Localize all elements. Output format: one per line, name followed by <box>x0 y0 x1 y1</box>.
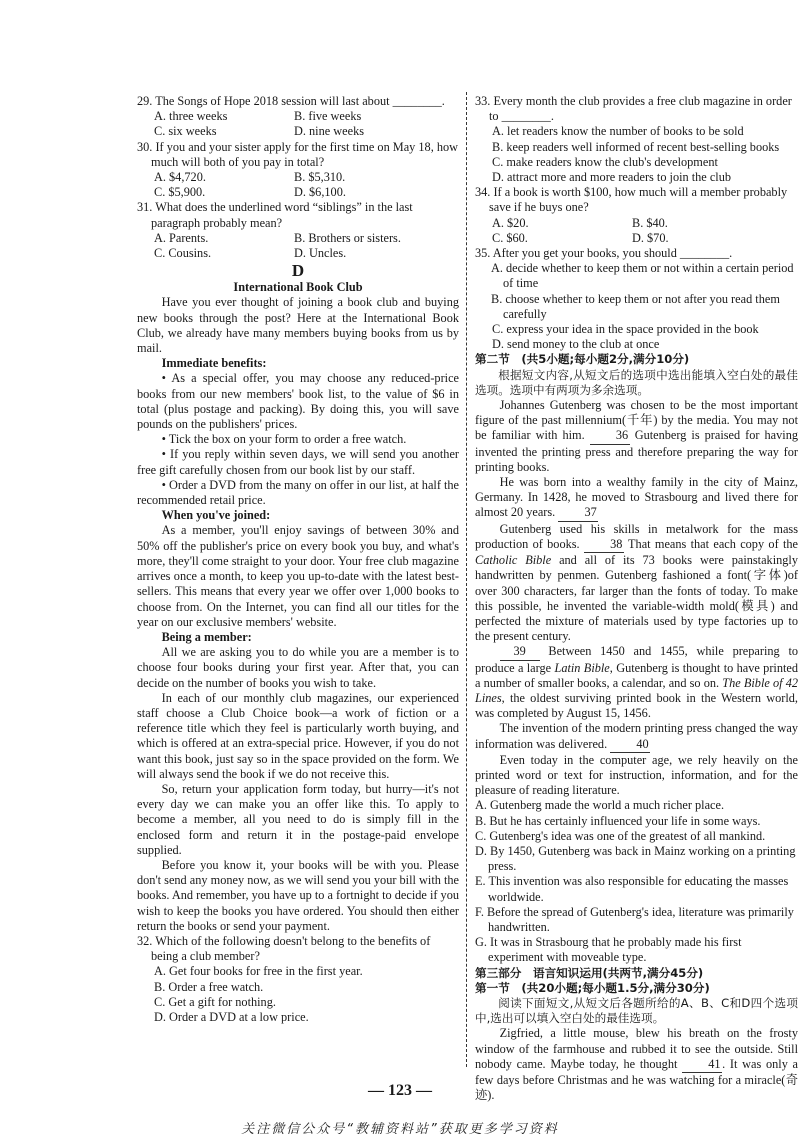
question-stem: 32. Which of the following doesn't belong to the benefits of being a club member? <box>137 933 431 964</box>
section-1-heading: 第一节 (共20小题;每小题1.5分,满分30分) <box>475 980 710 995</box>
subheading-when-joined: When you've joined: <box>161 508 271 523</box>
option-a: A. $20. <box>492 215 529 230</box>
option-d: D. attract more and more readers to join the club <box>492 170 732 185</box>
member-paragraph: In each of our monthly club magazines, our experienced staff choose a Club Choice book—a work of fiction or a reference title which they feel is particularly worth buying, and which is offered at an extra-special price. However, if you do not want this book, just say so in the space provided on the form. We will always send the book if we do not receive this. <box>137 690 459 781</box>
question-33 <box>475 94 798 185</box>
cloze-paragraph: Gutenberg used his skills in metalwork for the mass production of books. 38 That means that each copy of the Catholic Bible and all of its 73 books were painstakingly handwritten by penmen. Gutenberg fashioned a font(字体)of over 300 characters, far larger than the fonts of today. To make this possible, he invented the variable-width mold(模具) and perfected the mixture of materials used by type factories up to the present century. <box>475 521 799 644</box>
option-c: C. Get a gift for nothing. <box>154 994 276 1009</box>
subheading-immediate-benefits: Immediate benefits: <box>161 356 267 371</box>
option-a: A. three weeks <box>154 109 228 124</box>
option-a: A. $4,720. <box>154 170 206 185</box>
option-c: C. Cousins. <box>154 246 212 261</box>
page-number: — 123 — <box>368 1082 432 1099</box>
choice-a: A. Gutenberg made the world a much richer place. <box>475 798 725 813</box>
member-paragraph: All we are asking you to do while you are a member is to choose four books during your first year. After that, you can decide on the number of books you wish to take. <box>137 645 459 690</box>
question-35 <box>475 246 798 352</box>
option-c: C. six weeks <box>154 124 217 139</box>
member-paragraph: So, return your application form today, but hurry—it's not every day we can make you an offer like this. To apply to become a member, all you need to do is simply fill in the enclosed form and return it in the postage-paid envelope supplied. <box>137 781 459 857</box>
option-d: D. Order a DVD at a low price. <box>154 1009 309 1024</box>
blank-39: 39 <box>500 644 540 660</box>
passage-title: International Book Club <box>233 280 363 295</box>
joined-paragraph: As a member, you'll enjoy savings of between 30% and 50% off the publisher's price on every book you buy, and what's more, they'll come straight to your door. Your free club magazine arrives once a month, to keep you up-to-date with the latest best-sellers. This means that every year we offer over 1,000 books to choose from. On the Internet, you can find all our titles for the year on our exclusive members' website. <box>137 523 459 629</box>
question-stem: 34. If a book is worth $100, how much will a member probably save if he buys one? <box>475 185 788 215</box>
choice-e: E. This invention was also responsible for educating the masses worldwide. <box>475 874 789 904</box>
subheading-being-member: Being a member: <box>161 629 252 644</box>
blank-36: 36 <box>590 428 630 444</box>
choice-g: G. It was in Strasbourg that he probably made his first experiment with moveable type. <box>475 935 742 965</box>
option-a: A. Get four books for free in the first year. <box>154 964 363 979</box>
cloze-paragraph: The invention of the modern printing press changed the way information was delivered. 40 <box>475 721 798 752</box>
cloze-paragraph: He was born into a wealthy family in the city of Mainz, Germany. In 1428, he moved to Strasbourg and lived there for almost 20 years. 37 <box>475 475 798 522</box>
option-d: D. $6,100. <box>294 185 346 200</box>
question-31 <box>137 200 459 261</box>
question-29 <box>137 94 459 140</box>
option-d: D. Uncles. <box>294 246 347 261</box>
question-34 <box>475 185 798 246</box>
part-3-heading: 第三部分 语言知识运用(共两节,满分45分) <box>475 965 704 980</box>
cloze-paragraph: Johannes Gutenberg was chosen to be the most important figure of the past millennium(千年) by the media. You may not be familiar with him. 36 Gutenberg is praised for having invented the printing press and therefore preparing the way for printing books. <box>475 398 798 474</box>
benefit-item: • Order a DVD from the many on offer in our list, at half the recommended retail price. <box>137 477 460 508</box>
section-1-instructions: 阅读下面短文,从短文后各题所给的A、B、C和D四个选项中,选出可以填入空白处的最佳选项。 <box>475 995 798 1026</box>
blank-38: 38 <box>584 537 624 553</box>
left-column <box>137 94 459 1025</box>
option-b: B. choose whether to keep them or not after you read them carefully <box>491 291 780 321</box>
member-paragraph: Before you know it, your books will be with you. Please don't send any money now, as we will send you your bill with the books. And remember, you have up to a fortnight to decide if you wish to keep the books you have ordered. You should then either return the books or send your payment. <box>137 857 459 933</box>
option-c: C. $60. <box>492 230 528 245</box>
option-c: C. express your idea in the space provided in the book <box>492 322 759 337</box>
benefit-item: • As a special offer, you may choose any reduced-price books from our new members' book list, to the value of $6 in total (plus postage and packing). By doing this, you will save pounds on the publishers' prices. <box>137 371 459 432</box>
cloze-paragraph: 39 Between 1450 and 1455, while preparing to produce a large Latin Bible, Gutenberg is thought to have printed a number of smaller books, a calendar, and so on. The Bible of 42 Lines, the oldest surviving printed book in the Western world, was completed by August 15, 1456. <box>475 644 799 721</box>
option-a: A. Parents. <box>154 230 209 245</box>
section-2-instructions: 根据短文内容,从短文后的选项中选出能填入空白处的最佳选项。选项中有两项为多余选项。 <box>475 367 798 397</box>
option-b: B. Brothers or sisters. <box>294 230 401 245</box>
blank-37: 37 <box>558 505 598 521</box>
cloze-paragraph: Even today in the computer age, we rely heavily on the printed word or text for instruction, information, and for the pleasure of reading literature. <box>475 752 798 798</box>
story-paragraph: Zigfried, a little mouse, blew his breath on the frosty window of the farmhouse and rubbed it to see the outside. Still nobody came. Maybe today, he thought 41 . It was only a few days before Christmas and he was watching for a miracle(奇迹). <box>475 1026 799 1103</box>
option-c: C. make readers know the club's development <box>492 154 718 169</box>
section-letter: D <box>291 261 305 281</box>
right-column <box>475 94 798 1103</box>
option-b: B. Order a free watch. <box>154 979 264 994</box>
benefit-item: • If you reply within seven days, we will send you another free gift carefully chosen from our book list by our staff. <box>137 447 459 477</box>
choice-b: B. But he has certainly influenced your life in some ways. <box>475 813 761 828</box>
footer-note: 关注微信公众号“教辅资料站”获取更多学习资料 <box>241 1122 559 1137</box>
question-32 <box>137 934 459 1025</box>
option-c: C. $5,900. <box>154 185 206 200</box>
question-stem: 29. The Songs of Hope 2018 session will last about ________. <box>137 94 445 108</box>
option-d: D. nine weeks <box>294 124 365 139</box>
option-b: B. five weeks <box>294 109 362 124</box>
question-stem: 31. What does the underlined word “siblings” in the last paragraph probably mean? <box>137 200 413 230</box>
option-d: D. $70. <box>632 230 669 245</box>
option-b: B. $5,310. <box>294 170 346 185</box>
question-stem: 35. After you get your books, you should ________. <box>475 246 733 261</box>
blank-41: 41 <box>682 1057 722 1073</box>
section-2-heading: 第二节 (共5小题;每小题2分,满分10分) <box>475 352 690 367</box>
question-stem: 33. Every month the club provides a free club magazine in order to ________. <box>475 94 792 124</box>
benefit-item: • Tick the box on your form to order a free watch. <box>161 432 407 447</box>
question-stem: 30. If you and your sister apply for the first time on May 18, how much will both of you pay in total? <box>137 139 459 169</box>
passage-intro: Have you ever thought of joining a book club and buying new books through the post? Here at the International Book Club, we already have many members buying books from us by mail. <box>137 295 459 356</box>
blank-40: 40 <box>610 737 650 753</box>
question-30 <box>137 140 459 201</box>
option-a: A. let readers know the number of books to be sold <box>492 124 744 139</box>
column-divider <box>466 92 467 1067</box>
option-b: B. keep readers well informed of recent best-selling books <box>492 139 780 154</box>
option-a: A. decide whether to keep them or not within a certain period of time <box>491 261 794 291</box>
choice-f: F. Before the spread of Gutenberg's idea, literature was primarily handwritten. <box>475 904 794 934</box>
option-b: B. $40. <box>632 215 668 230</box>
choice-c: C. Gutenberg's idea was one of the greatest of all mankind. <box>475 828 766 843</box>
choice-d: D. By 1450, Gutenberg was back in Mainz working on a printing press. <box>475 843 796 874</box>
option-d: D. send money to the club at once <box>492 337 660 352</box>
